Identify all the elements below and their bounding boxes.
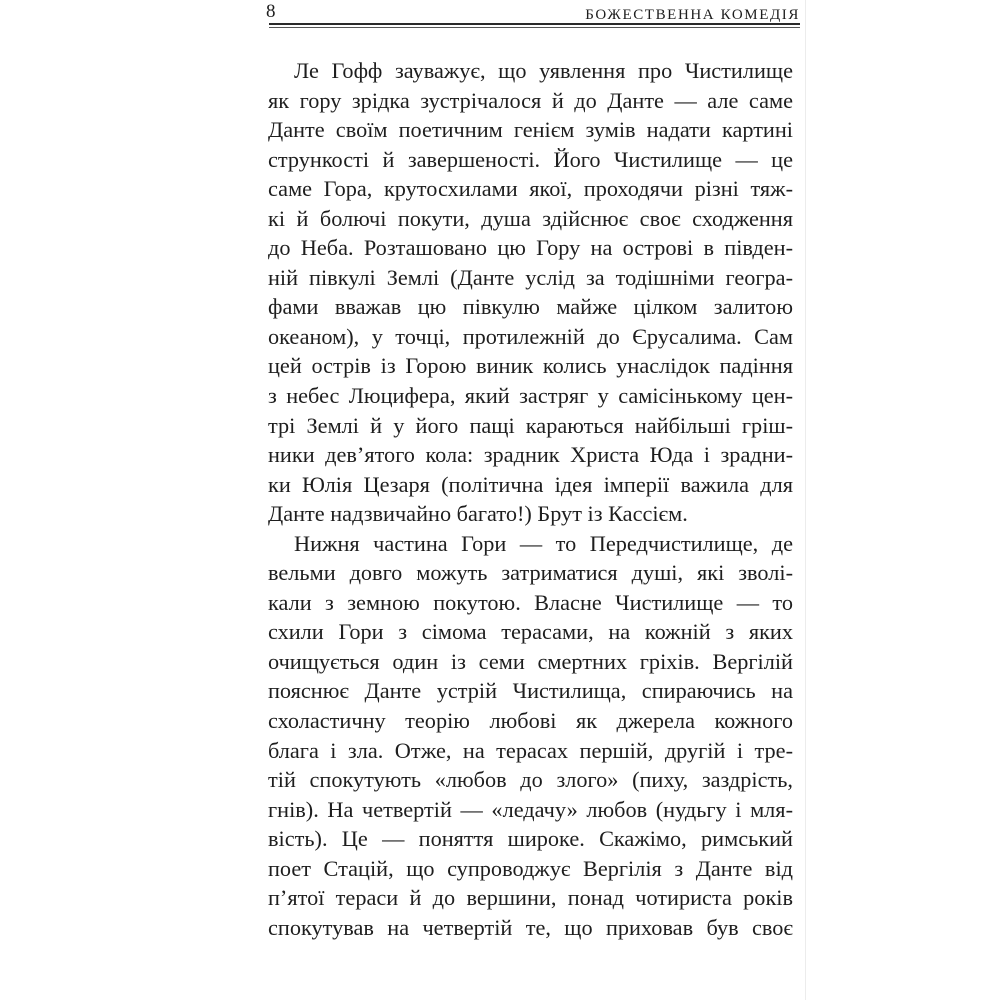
text-line: спокутував на четвертій те, що приховав був своє (268, 914, 793, 940)
body-text (268, 56, 793, 942)
text-line: як гору зрідка зустрічалося й до Данте — але саме (268, 87, 793, 113)
text-line: вість). Це — поняття широке. Скажімо, римський (268, 826, 793, 852)
text-line: кали з земною покутою. Власне Чистилище — то (268, 589, 793, 615)
text-line: Ле Гофф зауважує, що уявлення про Чистилище (294, 58, 793, 83)
paragraph-2 (268, 529, 793, 943)
paragraph-1 (268, 56, 793, 529)
page-edge (805, 0, 806, 1000)
text-line: ки Юлія Цезаря (політична ідея імперії важила для (268, 471, 793, 497)
text-line: ній півкулі Землі (Данте услід за тодішніми геогра- (268, 264, 793, 290)
text-line: гнів). На четвертій — «ледачу» любов (нудьгу і мля- (268, 796, 793, 822)
text-line: океаном), у точці, протилежній до Єрусалима. Сам (268, 323, 793, 349)
text-line: очищується один із семи смертних гріхів. Вергілій (268, 648, 793, 674)
text-line: кі й болючі покути, душа здійснює своє сходження (268, 205, 793, 231)
text-line: до Неба. Розташовано цю Гору на острові в півден- (268, 235, 793, 261)
page-number: 8 (266, 1, 276, 22)
text-line: тій спокутують «любов до злого» (пиху, заздрість, (268, 767, 793, 793)
text-line: стрункості й завершеності. Його Чистилище — це (268, 146, 793, 172)
text-line: ники дев’ятого кола: зрадник Христа Юда і зрадни- (268, 442, 793, 468)
text-line: схили Гори з сімома терасами, на кожній з яких (268, 619, 793, 645)
text-line: Данте надзвичайно багато!) Брут із Кассієм. (268, 501, 688, 527)
text-line: п’ятої тераси й до вершини, понад чотириста років (268, 885, 793, 911)
text-line: з небес Люцифера, який застряг у самісінькому цен- (268, 383, 793, 409)
running-title: БОЖЕСТВЕННА КОМЕДІЯ (585, 7, 800, 23)
text-line: вельми довго можуть затриматися душі, які зволі- (268, 560, 793, 586)
text-line: трі Землі й у його пащі караються найбільші гріш- (268, 412, 793, 438)
text-line: Данте своїм поетичним генієм зумів надати картині (268, 117, 793, 143)
text-line: цей острів із Горою виник колись унаслідок падіння (268, 353, 793, 379)
text-line: схоластичну теорію любові як джерела кожного (268, 708, 793, 734)
text-line: фами вважав цю півкулю майже цілком залитою (268, 294, 793, 320)
text-line: блага і зла. Отже, на терасах першій, другій і тре- (268, 737, 793, 763)
text-line: поет Стацій, що супроводжує Вергілія з Данте від (268, 855, 793, 881)
header-rule (269, 23, 800, 28)
text-line: Нижня частина Гори — то Передчистилище, де (294, 530, 793, 556)
text-line: саме Гора, крутосхилами якої, проходячи різні тяж- (268, 176, 793, 202)
text-line: пояснює Данте устрій Чистилища, спираючись на (268, 678, 793, 704)
